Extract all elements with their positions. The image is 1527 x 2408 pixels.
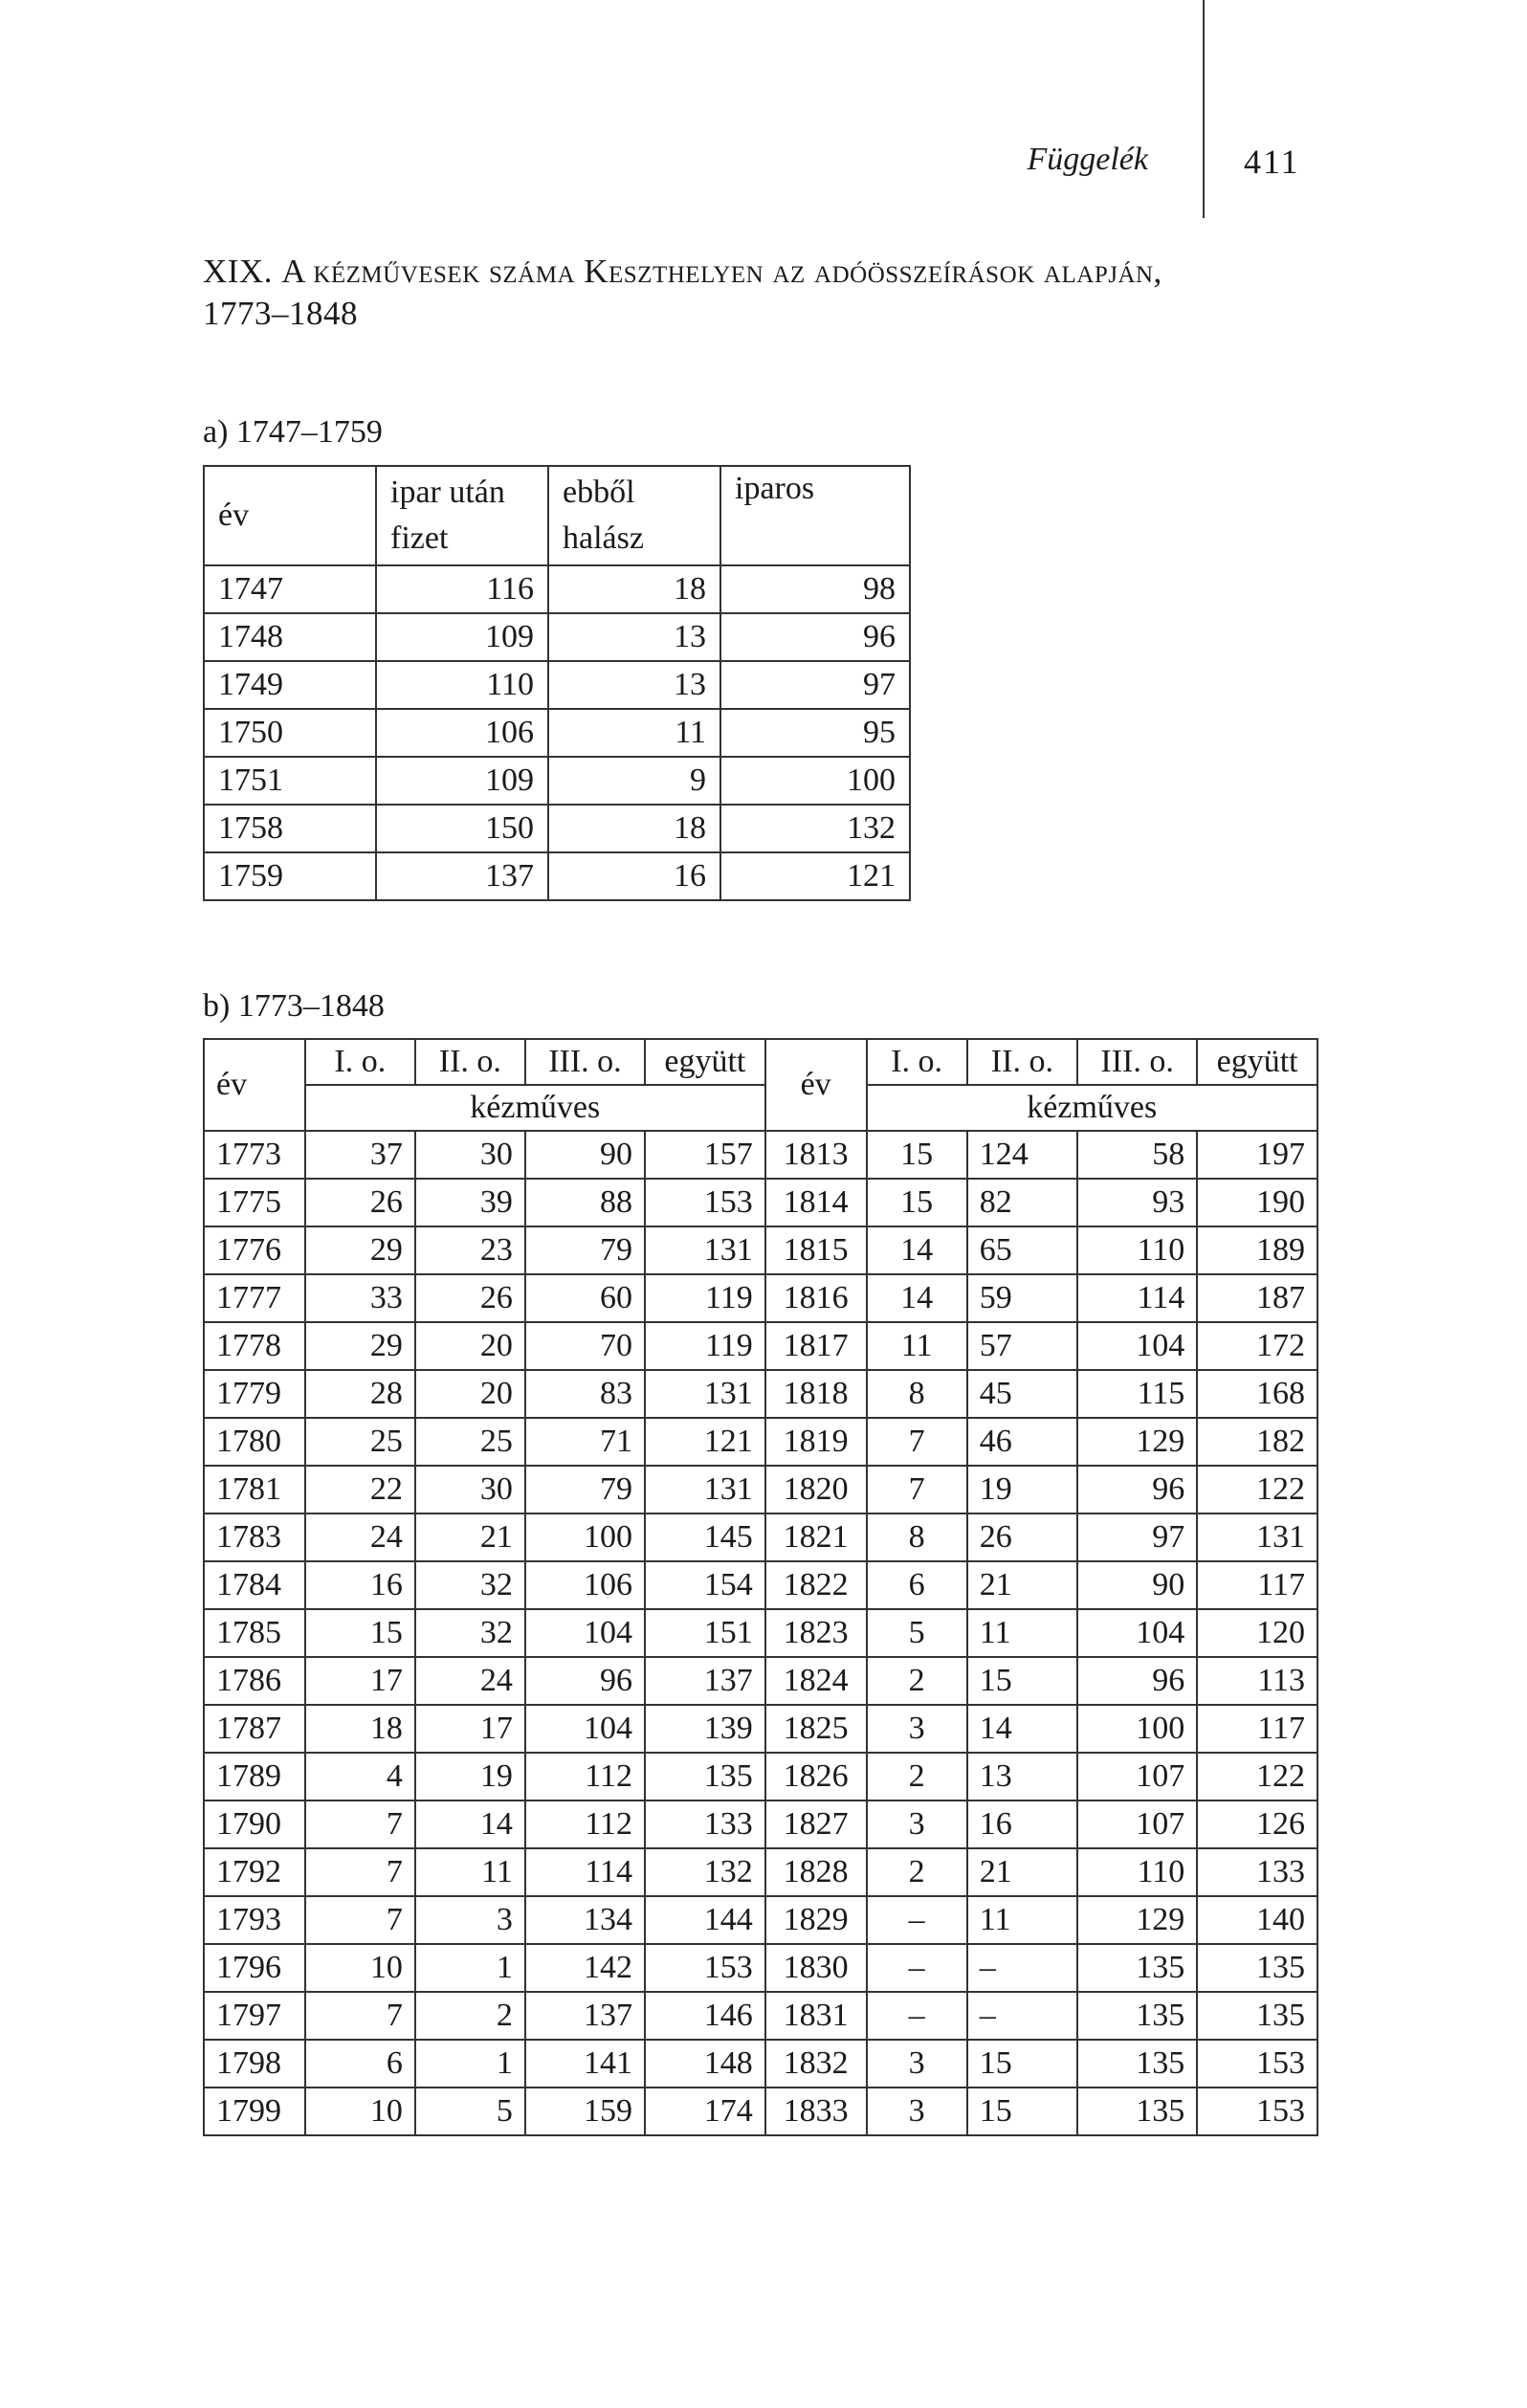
table-cell: 3: [867, 1705, 967, 1753]
table-cell: 151: [645, 1609, 765, 1657]
table-cell: 1758: [204, 805, 376, 852]
table-cell: 129: [1077, 1418, 1197, 1466]
table-cell: 1822: [765, 1561, 867, 1609]
table-cell: 14: [415, 1800, 525, 1848]
table-cell: 140: [1197, 1896, 1317, 1944]
table-cell: 110: [1077, 1848, 1197, 1896]
table-cell: 9: [548, 757, 720, 805]
table-cell: 21: [967, 1561, 1077, 1609]
table-cell: 120: [1197, 1609, 1317, 1657]
table-cell: 1824: [765, 1657, 867, 1705]
table-cell: 121: [645, 1418, 765, 1466]
col-header-year: év: [204, 466, 376, 565]
table-cell: 45: [967, 1370, 1077, 1418]
table-cell: 93: [1077, 1179, 1197, 1226]
table-cell: 90: [1077, 1561, 1197, 1609]
table-cell: 15: [967, 2088, 1077, 2135]
table-cell: 1827: [765, 1800, 867, 1848]
col-header-line: ipar után: [390, 475, 505, 510]
table-cell: 122: [1197, 1466, 1317, 1513]
table-cell: 112: [525, 1800, 645, 1848]
table-cell: 1792: [204, 1848, 305, 1896]
table-cell: 1776: [204, 1226, 305, 1274]
table-cell: 135: [645, 1753, 765, 1800]
table-row: [204, 1944, 1317, 1992]
table-row: [204, 1131, 1317, 1179]
table-cell: 117: [1197, 1561, 1317, 1609]
col-header-class-2: II. o.: [415, 1039, 525, 1085]
table-cell: 1814: [765, 1179, 867, 1226]
table-row: [204, 1370, 1317, 1418]
col-header-class-1: I. o.: [305, 1039, 415, 1085]
table-cell: 13: [967, 1753, 1077, 1800]
table-cell: 15: [867, 1179, 967, 1226]
table-row: [204, 1513, 1317, 1561]
table-cell: 1749: [204, 661, 376, 709]
col-header-line: halász: [563, 520, 644, 556]
table-cell: 122: [1197, 1753, 1317, 1800]
table-cell: 30: [415, 1466, 525, 1513]
table-cell: 106: [376, 709, 548, 757]
table-cell: 1773: [204, 1131, 305, 1179]
table-cell: 46: [967, 1418, 1077, 1466]
table-cell: 1: [415, 2040, 525, 2088]
table-row: [204, 1466, 1317, 1513]
table-cell: 58: [1077, 1131, 1197, 1179]
table-cell: 13: [548, 613, 720, 661]
section-roman: XIX.: [203, 253, 273, 290]
table-cell: 1786: [204, 1657, 305, 1705]
table-cell: 18: [548, 805, 720, 852]
table-cell: 98: [720, 565, 910, 613]
table-cell: 135: [1077, 1944, 1197, 1992]
table-cell: 187: [1197, 1274, 1317, 1322]
table-cell: 1780: [204, 1418, 305, 1466]
table-cell: 100: [1077, 1705, 1197, 1753]
table-cell: 15: [967, 1657, 1077, 1705]
table-cell: 1826: [765, 1753, 867, 1800]
table-cell: 153: [1197, 2088, 1317, 2135]
table-cell: 14: [967, 1705, 1077, 1753]
table-cell: 1: [415, 1944, 525, 1992]
table-cell: 26: [967, 1513, 1077, 1561]
header-divider: [1203, 0, 1205, 218]
table-cell: 182: [1197, 1418, 1317, 1466]
table-cell: 1748: [204, 613, 376, 661]
table-cell: 5: [415, 2088, 525, 2135]
table-row: [204, 1657, 1317, 1705]
table-cell: 97: [1077, 1513, 1197, 1561]
table-cell: 25: [305, 1418, 415, 1466]
table-cell: 3: [867, 1800, 967, 1848]
table-cell: 24: [305, 1513, 415, 1561]
table-cell: 104: [1077, 1322, 1197, 1370]
table-cell: 1751: [204, 757, 376, 805]
table-cell: 109: [376, 757, 548, 805]
table-cell: 6: [305, 2040, 415, 2088]
table-cell: 154: [645, 1561, 765, 1609]
table-cell: 1825: [765, 1705, 867, 1753]
table-cell: 104: [1077, 1609, 1197, 1657]
table-cell: 1799: [204, 2088, 305, 2135]
table-cell: 197: [1197, 1131, 1317, 1179]
col-header-ipar-utan-fizet: [376, 466, 548, 565]
table-cell: 11: [867, 1322, 967, 1370]
table-cell: 22: [305, 1466, 415, 1513]
table-cell: 5: [867, 1609, 967, 1657]
table-cell: 4: [305, 1753, 415, 1800]
table-cell: 1829: [765, 1896, 867, 1944]
table-cell: 145: [645, 1513, 765, 1561]
table-cell: 1789: [204, 1753, 305, 1800]
table-cell: 20: [415, 1370, 525, 1418]
table-cell: 1823: [765, 1609, 867, 1657]
table-cell: 24: [415, 1657, 525, 1705]
table-cell: 7: [305, 1896, 415, 1944]
table-cell: 57: [967, 1322, 1077, 1370]
table-cell: 132: [720, 805, 910, 852]
table-cell: 135: [1077, 2040, 1197, 2088]
page-number: 411: [1244, 143, 1300, 181]
table-row: [204, 852, 910, 900]
table-cell: –: [967, 1944, 1077, 1992]
table-cell: 59: [967, 1274, 1077, 1322]
table-cell: 131: [645, 1370, 765, 1418]
table-cell: 1790: [204, 1800, 305, 1848]
table-cell: 28: [305, 1370, 415, 1418]
table-cell: 37: [305, 1131, 415, 1179]
table-cell: 104: [525, 1705, 645, 1753]
table-cell: 1783: [204, 1513, 305, 1561]
table-cell: 96: [525, 1657, 645, 1705]
table-cell: 3: [415, 1896, 525, 1944]
table-cell: 119: [645, 1322, 765, 1370]
section-title: [203, 251, 1332, 335]
table-row: [204, 1800, 1317, 1848]
table-cell: 79: [525, 1226, 645, 1274]
table-cell: 1815: [765, 1226, 867, 1274]
running-head: Függelék: [1027, 142, 1148, 177]
table-cell: 1759: [204, 852, 376, 900]
table-cell: 100: [525, 1513, 645, 1561]
section-title-years: 1773–1848: [203, 295, 358, 332]
table-cell: 1819: [765, 1418, 867, 1466]
table-row: [204, 2040, 1317, 2088]
table-cell: 96: [1077, 1657, 1197, 1705]
table-cell: 1793: [204, 1896, 305, 1944]
table-row: [204, 1274, 1317, 1322]
table-cell: 168: [1197, 1370, 1317, 1418]
col-header-year: év: [765, 1039, 867, 1131]
col-group-kezmuves: kézműves: [867, 1085, 1317, 1131]
table-cell: 20: [415, 1322, 525, 1370]
table-cell: 1787: [204, 1705, 305, 1753]
table-cell: 83: [525, 1370, 645, 1418]
table-cell: 142: [525, 1944, 645, 1992]
table-cell: 190: [1197, 1179, 1317, 1226]
table-cell: 3: [867, 2088, 967, 2135]
table-row: [204, 1705, 1317, 1753]
table-cell: 25: [415, 1418, 525, 1466]
table-cell: 107: [1077, 1800, 1197, 1848]
table-cell: 7: [305, 1800, 415, 1848]
table-cell: 14: [867, 1274, 967, 1322]
table-cell: 1784: [204, 1561, 305, 1609]
table-cell: 1816: [765, 1274, 867, 1322]
table-row: [204, 1418, 1317, 1466]
table-cell: 16: [305, 1561, 415, 1609]
table-cell: 114: [525, 1848, 645, 1896]
table-row: [204, 2088, 1317, 2135]
table-cell: 107: [1077, 1753, 1197, 1800]
table-cell: 153: [1197, 2040, 1317, 2088]
table-cell: 133: [645, 1800, 765, 1848]
table-cell: 96: [1077, 1466, 1197, 1513]
table-cell: 132: [645, 1848, 765, 1896]
table-cell: 3: [867, 2040, 967, 2088]
table-cell: 1820: [765, 1466, 867, 1513]
table-cell: 21: [967, 1848, 1077, 1896]
table-cell: 10: [305, 1944, 415, 1992]
table-cell: 2: [867, 1848, 967, 1896]
table-row: [204, 1992, 1317, 2040]
table-cell: 117: [1197, 1705, 1317, 1753]
table-cell: 135: [1077, 2088, 1197, 2135]
table-cell: 23: [415, 1226, 525, 1274]
table-cell: 17: [305, 1657, 415, 1705]
table-cell: 1831: [765, 1992, 867, 2040]
table-cell: 70: [525, 1322, 645, 1370]
table-row: [204, 757, 910, 805]
table-cell: 131: [1197, 1513, 1317, 1561]
table-cell: 29: [305, 1322, 415, 1370]
table-row: [204, 661, 910, 709]
table-row: [204, 1848, 1317, 1896]
table-row: [204, 1179, 1317, 1226]
table-cell: 7: [867, 1418, 967, 1466]
table-cell: 19: [415, 1753, 525, 1800]
table-cell: 17: [415, 1705, 525, 1753]
table-cell: 26: [415, 1274, 525, 1322]
table-cell: 114: [1077, 1274, 1197, 1322]
col-header-line: fizet: [390, 520, 449, 556]
table-row: [204, 565, 910, 613]
table-cell: 119: [645, 1274, 765, 1322]
table-cell: 137: [376, 852, 548, 900]
table-cell: 1817: [765, 1322, 867, 1370]
table-cell: –: [867, 1944, 967, 1992]
table-cell: 79: [525, 1466, 645, 1513]
table-cell: 131: [645, 1466, 765, 1513]
col-header-total: együtt: [1197, 1039, 1317, 1085]
table-cell: 1779: [204, 1370, 305, 1418]
table-cell: 11: [967, 1609, 1077, 1657]
table-cell: 1797: [204, 1992, 305, 2040]
col-header-ebbol-halasz: [548, 466, 720, 565]
table-cell: 110: [1077, 1226, 1197, 1274]
table-cell: 15: [967, 2040, 1077, 2088]
table-cell: 1832: [765, 2040, 867, 2088]
table-cell: 116: [376, 565, 548, 613]
table-cell: 135: [1197, 1992, 1317, 2040]
table-cell: 137: [645, 1657, 765, 1705]
table-cell: 90: [525, 1131, 645, 1179]
table-cell: 60: [525, 1274, 645, 1322]
table-cell: 109: [376, 613, 548, 661]
table-row: [204, 1896, 1317, 1944]
table-cell: 6: [867, 1561, 967, 1609]
col-header-class-2: II. o.: [967, 1039, 1077, 1085]
table-cell: 18: [305, 1705, 415, 1753]
table-cell: 146: [645, 1992, 765, 2040]
table-cell: 110: [376, 661, 548, 709]
table-cell: 1747: [204, 565, 376, 613]
table-cell: 1785: [204, 1609, 305, 1657]
col-header-class-3: III. o.: [525, 1039, 645, 1085]
col-header-class-1: I. o.: [867, 1039, 967, 1085]
table-cell: 129: [1077, 1896, 1197, 1944]
table-cell: 2: [415, 1992, 525, 2040]
table-cell: 134: [525, 1896, 645, 1944]
table-cell: 18: [548, 565, 720, 613]
table-cell: 153: [645, 1944, 765, 1992]
table-cell: 19: [967, 1466, 1077, 1513]
table-cell: 32: [415, 1561, 525, 1609]
table-cell: 148: [645, 2040, 765, 2088]
table-cell: 1778: [204, 1322, 305, 1370]
table-cell: 11: [415, 1848, 525, 1896]
table-cell: 1777: [204, 1274, 305, 1322]
table-cell: 1750: [204, 709, 376, 757]
table-b: [203, 1038, 1318, 2136]
table-cell: 2: [867, 1753, 967, 1800]
table-cell: 21: [415, 1513, 525, 1561]
table-cell: 7: [305, 1992, 415, 2040]
col-header-class-3: III. o.: [1077, 1039, 1197, 1085]
table-cell: 139: [645, 1705, 765, 1753]
table-cell: 1798: [204, 2040, 305, 2088]
table-cell: 26: [305, 1179, 415, 1226]
table-cell: 8: [867, 1513, 967, 1561]
table-cell: 7: [305, 1848, 415, 1896]
table-cell: 159: [525, 2088, 645, 2135]
table-b-caption: b) 1773–1848: [203, 988, 385, 1024]
table-row: [204, 709, 910, 757]
table-cell: –: [967, 1992, 1077, 2040]
table-cell: 172: [1197, 1322, 1317, 1370]
table-cell: 121: [720, 852, 910, 900]
table-cell: 2: [867, 1657, 967, 1705]
table-cell: 104: [525, 1609, 645, 1657]
table-cell: 137: [525, 1992, 645, 2040]
table-a-caption: a) 1747–1759: [203, 414, 383, 450]
table-cell: 153: [645, 1179, 765, 1226]
table-cell: 97: [720, 661, 910, 709]
table-cell: 144: [645, 1896, 765, 1944]
table-cell: 1821: [765, 1513, 867, 1561]
table-cell: 32: [415, 1609, 525, 1657]
table-cell: 16: [967, 1800, 1077, 1848]
table-cell: 124: [967, 1131, 1077, 1179]
table-cell: 11: [967, 1896, 1077, 1944]
table-a: [203, 465, 911, 901]
table-cell: 7: [867, 1466, 967, 1513]
section-title-text: A kézművesek száma Keszthelyen az adóösszeírások alapján,: [281, 253, 1162, 290]
col-header-year: év: [204, 1039, 305, 1131]
table-row: [204, 1609, 1317, 1657]
table-cell: 189: [1197, 1226, 1317, 1274]
table-cell: 131: [645, 1226, 765, 1274]
table-cell: 1830: [765, 1944, 867, 1992]
table-row: [204, 1561, 1317, 1609]
table-cell: 16: [548, 852, 720, 900]
table-cell: 1781: [204, 1466, 305, 1513]
table-cell: 13: [548, 661, 720, 709]
table-cell: 11: [548, 709, 720, 757]
table-cell: 30: [415, 1131, 525, 1179]
table-row: [204, 1753, 1317, 1800]
table-row: [204, 1322, 1317, 1370]
table-cell: 39: [415, 1179, 525, 1226]
table-cell: –: [867, 1992, 967, 2040]
table-cell: 106: [525, 1561, 645, 1609]
table-cell: 150: [376, 805, 548, 852]
table-cell: 15: [867, 1131, 967, 1179]
table-cell: 133: [1197, 1848, 1317, 1896]
table-cell: 126: [1197, 1800, 1317, 1848]
table-cell: 115: [1077, 1370, 1197, 1418]
col-header-iparos: iparos: [720, 466, 910, 565]
table-cell: 82: [967, 1179, 1077, 1226]
col-header-total: együtt: [645, 1039, 765, 1085]
table-row: [204, 1226, 1317, 1274]
col-group-kezmuves: kézműves: [305, 1085, 765, 1131]
table-row: [204, 805, 910, 852]
table-cell: 95: [720, 709, 910, 757]
table-cell: 14: [867, 1226, 967, 1274]
table-cell: 65: [967, 1226, 1077, 1274]
table-cell: 174: [645, 2088, 765, 2135]
table-cell: 1813: [765, 1131, 867, 1179]
table-cell: 1833: [765, 2088, 867, 2135]
table-row: [204, 613, 910, 661]
table-cell: 1818: [765, 1370, 867, 1418]
table-cell: 100: [720, 757, 910, 805]
table-cell: 71: [525, 1418, 645, 1466]
table-cell: 112: [525, 1753, 645, 1800]
table-cell: 113: [1197, 1657, 1317, 1705]
table-cell: 157: [645, 1131, 765, 1179]
table-cell: 1828: [765, 1848, 867, 1896]
table-cell: 1796: [204, 1944, 305, 1992]
table-cell: 135: [1197, 1944, 1317, 1992]
table-cell: 141: [525, 2040, 645, 2088]
table-cell: 1775: [204, 1179, 305, 1226]
table-cell: –: [867, 1896, 967, 1944]
table-cell: 8: [867, 1370, 967, 1418]
table-cell: 10: [305, 2088, 415, 2135]
table-cell: 96: [720, 613, 910, 661]
table-cell: 88: [525, 1179, 645, 1226]
table-cell: 33: [305, 1274, 415, 1322]
table-cell: 29: [305, 1226, 415, 1274]
table-cell: 135: [1077, 1992, 1197, 2040]
table-cell: 15: [305, 1609, 415, 1657]
col-header-line: ebből: [563, 475, 635, 510]
